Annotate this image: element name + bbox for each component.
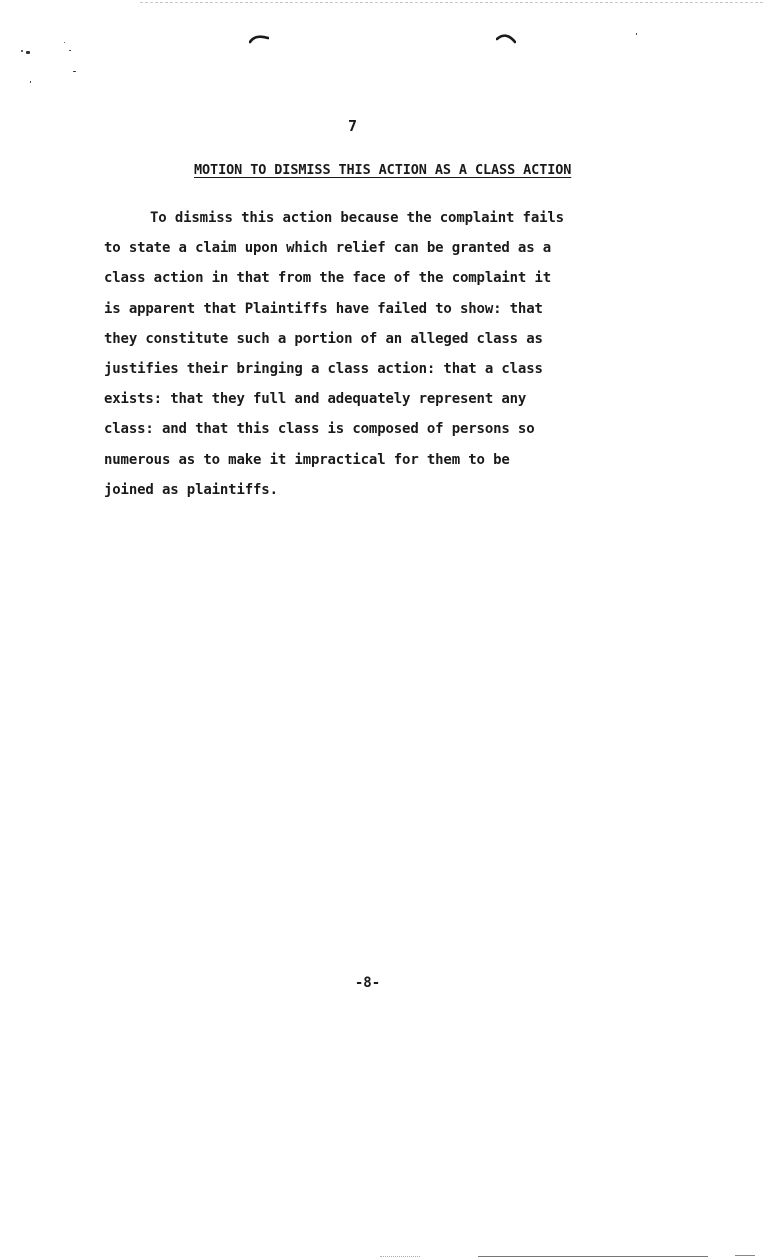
body-paragraph <box>104 203 624 505</box>
body-line: is apparent that Plaintiffs have failed to show: that <box>104 300 543 317</box>
bottom-scan-line <box>478 1256 708 1257</box>
body-line: class: and that this class is composed of persons so <box>104 421 535 438</box>
body-line: To dismiss this action because the complaint fails <box>150 210 564 226</box>
section-heading: MOTION TO DISMISS THIS ACTION AS A CLASS ACTION <box>194 162 572 178</box>
body-line: exists: that they full and adequately represent any <box>104 391 527 408</box>
scan-speck <box>636 33 637 35</box>
punch-mark-left <box>249 32 269 44</box>
scan-speck <box>73 71 76 72</box>
bottom-scan-mark <box>380 1256 420 1257</box>
scan-speck <box>30 81 31 83</box>
page-number: -8- <box>354 975 381 991</box>
scan-speck <box>21 50 23 52</box>
body-line: joined as plaintiffs. <box>104 481 278 498</box>
body-line: numerous as to make it impractical for them to be <box>104 451 510 468</box>
bottom-scan-mark <box>735 1255 755 1256</box>
scan-speck <box>26 51 30 54</box>
body-line: they constitute such a portion of an alleged class as <box>104 330 543 347</box>
top-dashed-border <box>140 2 763 3</box>
body-line: justifies their bringing a class action: that a class <box>104 360 543 377</box>
scan-speck <box>64 42 65 43</box>
section-number: 7 <box>347 117 358 135</box>
punch-mark-right <box>496 32 516 44</box>
scan-speck <box>69 50 71 51</box>
body-line: to state a claim upon which relief can be granted as a <box>104 240 552 257</box>
body-line: class action in that from the face of the complaint it <box>104 270 552 287</box>
